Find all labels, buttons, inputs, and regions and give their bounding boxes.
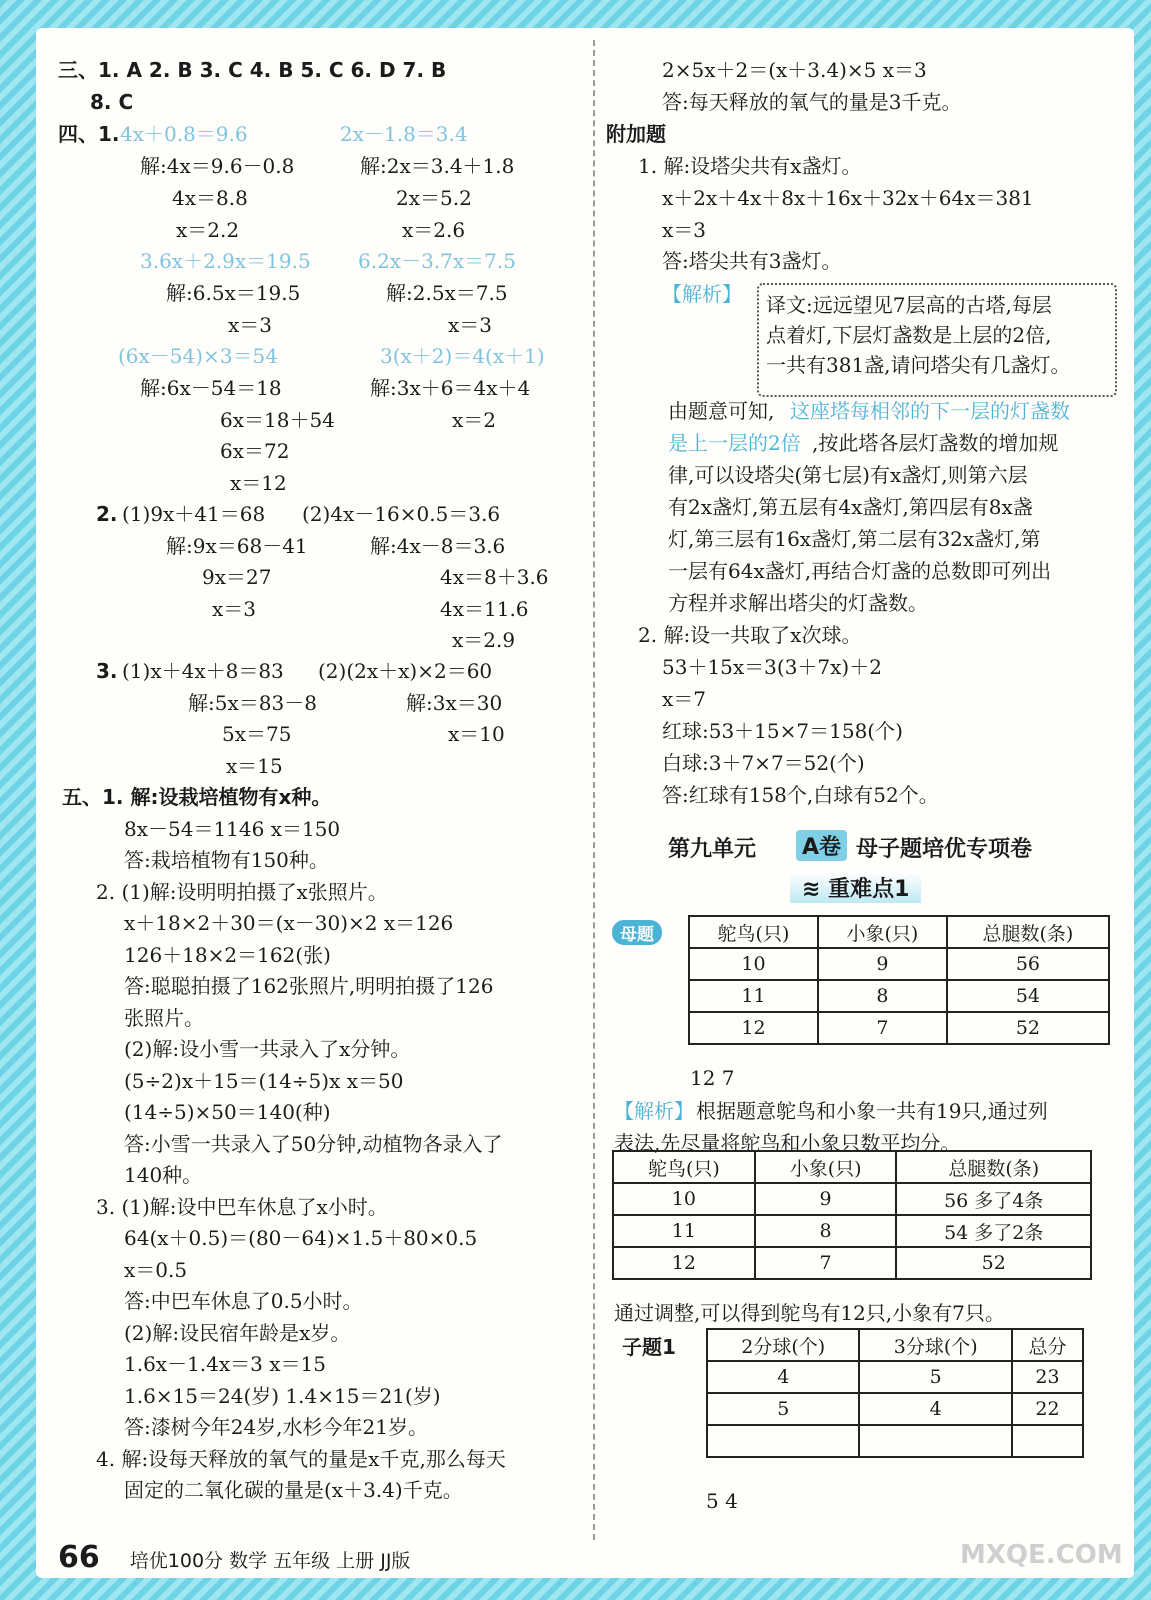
answer-line: (2)(2x＋x)×2＝60 — [318, 659, 493, 683]
footer — [58, 1540, 410, 1575]
answer-line: 2×5x＋2＝(x＋3.4)×5 x＝3 — [662, 58, 927, 82]
answer-line: (14÷5)×50＝140(种) — [124, 1100, 331, 1124]
table-cell: 56 — [947, 948, 1109, 980]
answer-line: 1.6×15＝24(岁) 1.4×15＝21(岁) — [124, 1384, 441, 1408]
answer-line: x＝2.2 — [176, 218, 240, 242]
table-header-cell: 鸵鸟(只) — [613, 1151, 755, 1183]
table-cell: 22 — [1012, 1393, 1083, 1425]
answer-line: 答:聪聪拍摄了162张照片,明明拍摄了126 — [124, 974, 494, 998]
table-cell: 54 — [947, 980, 1109, 1012]
answer-line: 140种。 — [124, 1163, 203, 1187]
answer-line: 【解析】 — [662, 282, 742, 306]
answer-line: 解:9x＝68－41 — [166, 534, 308, 558]
table-header-cell: 小象(只) — [818, 916, 947, 948]
table-cell: 56 多了4条 — [896, 1183, 1091, 1215]
table-cell: 12 — [689, 1012, 818, 1044]
answer-line: 答:小雪一共录入了50分钟,动植物各录入了 — [124, 1132, 503, 1156]
answer-line: 解:3x＝30 — [406, 691, 503, 715]
answer-line: 9x＝27 — [202, 565, 272, 589]
answer-line: 方程并求解出塔尖的灯盏数。 — [668, 591, 928, 615]
page-number: 66 — [58, 1540, 100, 1575]
answer-line: 四、1. — [58, 122, 120, 146]
answer-line: 126＋18×2＝162(张) — [124, 943, 331, 967]
answer-line: 答:中巴车休息了0.5小时。 — [124, 1289, 363, 1313]
answer-line: 附加题 — [606, 122, 666, 146]
answer-line: 这座塔每相邻的下一层的灯盏数 — [790, 399, 1070, 423]
answer-line: (6x－54)×3＝54 — [118, 344, 278, 368]
answer-line: 6x＝18＋54 — [220, 408, 335, 432]
table-cell: 7 — [755, 1247, 897, 1279]
answer-line: 1. 解:设塔尖共有x盏灯。 — [638, 154, 862, 178]
table-header-cell: 总腿数(条) — [947, 916, 1109, 948]
table-cell: 11 — [689, 980, 818, 1012]
answer-line: 红球:53＋15×7＝158(个) — [662, 719, 903, 743]
answer-line: 5 4 — [706, 1489, 738, 1513]
table-cell: 4 — [707, 1361, 859, 1393]
answer-line: 2. — [96, 502, 118, 526]
answer-line: x＝2 — [452, 408, 497, 432]
answer-line: (1)x＋4x＋8＝83 — [122, 659, 284, 683]
answer-line: x＝2.9 — [452, 628, 516, 652]
answer-line: 通过调整,可以得到鸵鸟有12只,小象有7只。 — [614, 1301, 1005, 1325]
column-divider — [593, 40, 595, 1540]
table-header-cell: 2分球(个) — [707, 1329, 859, 1361]
unit-title: 第九单元 — [668, 837, 757, 862]
table-cell: 8 — [755, 1215, 897, 1247]
unit-subtitle: 母子题培优专项卷 — [856, 837, 1033, 862]
answer-line: 3. — [96, 659, 118, 683]
answer-line: 点着灯,下层灯盏数是上层的2倍, — [766, 323, 1052, 347]
answer-line: 4x＝11.6 — [440, 597, 529, 621]
table-cell — [707, 1425, 859, 1457]
answer-line: x＋18×2＋30＝(x－30)×2 x＝126 — [124, 911, 454, 935]
table-cell: 52 — [947, 1012, 1109, 1044]
answer-line: (2)解:设小雪一共录入了x分钟。 — [124, 1037, 411, 1061]
footer-text: 培优100分 数学 五年级 上册 JJ版 — [129, 1550, 411, 1572]
table-cell: 54 多了2条 — [896, 1215, 1091, 1247]
answer-line: 1.6x－1.4x＝3 x＝15 — [124, 1352, 326, 1376]
answer-line: 解:5x＝83－8 — [188, 691, 317, 715]
answer-line: 有2x盏灯,第五层有4x盏灯,第四层有8x盏 — [668, 495, 1033, 519]
table-cell: 9 — [755, 1183, 897, 1215]
table-header-cell: 小象(只) — [755, 1151, 897, 1183]
answer-line: (5÷2)x＋15＝(14÷5)x x＝50 — [124, 1069, 404, 1093]
answer-line: 表法,先尽量将鸵鸟和小象只数平均分。 — [614, 1131, 961, 1155]
answer-line: 解:6.5x＝19.5 — [166, 281, 301, 305]
answer-line: (2)4x－16×0.5＝3.6 — [302, 502, 501, 526]
watermark: MXQE.COM — [960, 1540, 1123, 1570]
answer-line: 解:6x－54＝18 — [140, 376, 282, 400]
answer-line: 8x－54＝1146 x＝150 — [124, 817, 341, 841]
answer-line: 三、1. A 2. B 3. C 4. B 5. C 6. D 7. B — [58, 58, 447, 82]
answer-line: 答:漆树今年24岁,水杉今年21岁。 — [124, 1415, 428, 1439]
answer-line: 6.2x－3.7x＝7.5 — [358, 249, 516, 273]
answer-line: 五、1. 解:设栽培植物有x种。 — [62, 785, 332, 809]
answer-line: 3(x＋2)＝4(x＋1) — [380, 344, 545, 368]
table-cell: 10 — [613, 1183, 755, 1215]
answer-line: 答:栽培植物有150种。 — [124, 848, 329, 872]
answer-line: 8. C — [90, 90, 134, 114]
answer-line: x＝7 — [662, 687, 707, 711]
answer-line: 解:4x＝9.6－0.8 — [140, 154, 295, 178]
answer-line: 答:塔尖共有3盏灯。 — [662, 249, 842, 273]
answer-line: 解:2.5x＝7.5 — [386, 281, 508, 305]
answer-line: 12 7 — [690, 1066, 735, 1090]
answer-line: 4x＝8.8 — [172, 186, 248, 210]
table-header-cell: 总分 — [1012, 1329, 1083, 1361]
answer-line: 律,可以设塔尖(第七层)有x盏灯,则第六层 — [668, 463, 1028, 487]
answer-line: 一层有64x盏灯,再结合灯盏的总数即可列出 — [668, 559, 1052, 583]
answer-line: 64(x＋0.5)＝(80－64)×1.5＋80×0.5 — [124, 1226, 478, 1250]
answer-line: x＝0.5 — [124, 1258, 188, 1282]
answer-line: 张照片。 — [124, 1006, 204, 1030]
answer-line: 6x＝72 — [220, 439, 290, 463]
answer-line: 解:4x－8＝3.6 — [370, 534, 506, 558]
table-cell — [859, 1425, 1011, 1457]
answer-line: 3. (1)解:设中巴车休息了x小时。 — [96, 1195, 388, 1219]
answer-line: x＝3 — [448, 313, 493, 337]
answer-line: 答:每天释放的氧气的量是3千克。 — [662, 90, 962, 114]
answer-line: x＝2.6 — [402, 218, 466, 242]
answer-line: 一共有381盏,请问塔尖有几盏灯。 — [766, 353, 1071, 377]
answer-line: 5x＝75 — [222, 722, 292, 746]
answer-line: x＝10 — [448, 722, 505, 746]
answer-line: ,按此塔各层灯盏数的增加规 — [812, 431, 1059, 455]
table-cell: 10 — [689, 948, 818, 980]
table-cell: 11 — [613, 1215, 755, 1247]
answer-line: 4x＝8＋3.6 — [440, 565, 549, 589]
answer-line: 53＋15x＝3(3＋7x)＋2 — [662, 655, 882, 679]
answer-line: 固定的二氧化碳的量是(x＋3.4)千克。 — [124, 1478, 463, 1502]
table-cell: 8 — [818, 980, 947, 1012]
table-header-cell: 总腿数(条) — [896, 1151, 1091, 1183]
answer-line: 灯,第三层有16x盏灯,第二层有32x盏灯,第 — [668, 527, 1041, 551]
table-cell: 23 — [1012, 1361, 1083, 1393]
answer-line: 答:红球有158个,白球有52个。 — [662, 783, 939, 807]
answer-line: x＝12 — [230, 471, 287, 495]
answer-line: x＋2x＋4x＋8x＋16x＋32x＋64x＝381 — [662, 186, 1034, 210]
answer-line: 2. 解:设一共取了x次球。 — [638, 623, 862, 647]
answer-line: x＝3 — [662, 218, 707, 242]
table-sub1 — [706, 1328, 1084, 1458]
answer-line: 译文:远远望见7层高的古塔,每层 — [766, 293, 1052, 317]
answer-line: (2)解:设民宿年龄是x岁。 — [124, 1321, 351, 1345]
answer-line: 根据题意鸵鸟和小象一共有19只,通过列 — [696, 1099, 1048, 1123]
answer-line: 子题1 — [622, 1335, 676, 1359]
answer-line: 2x－1.8＝3.4 — [340, 122, 468, 146]
table-header-cell: 鸵鸟(只) — [689, 916, 818, 948]
answer-line: 4. 解:设每天释放的氧气的量是x千克,那么每天 — [96, 1447, 506, 1471]
answer-line: x＝3 — [212, 597, 257, 621]
answer-line: 4x＋0.8＝9.6 — [120, 122, 248, 146]
answer-line: (1)9x＋41＝68 — [122, 502, 266, 526]
table-header-cell: 3分球(个) — [859, 1329, 1011, 1361]
table-mother — [688, 915, 1110, 1045]
answer-line: 3.6x＋2.9x＝19.5 — [140, 249, 311, 273]
answer-line: 2. (1)解:设明明拍摄了x张照片。 — [96, 880, 388, 904]
table-analysis — [612, 1150, 1092, 1280]
table-cell: 7 — [818, 1012, 947, 1044]
table-cell: 9 — [818, 948, 947, 980]
answer-line: 是上一层的2倍 — [668, 431, 801, 455]
table-cell: 52 — [896, 1247, 1091, 1279]
table-cell: 4 — [859, 1393, 1011, 1425]
mother-tag: 母题 — [612, 920, 662, 945]
table-cell — [1012, 1425, 1083, 1457]
answer-line: x＝3 — [228, 313, 273, 337]
answer-line: 2x＝5.2 — [396, 186, 472, 210]
table-cell: 5 — [707, 1393, 859, 1425]
unit-badge: A卷 — [796, 830, 847, 861]
answer-line: 【解析】 — [614, 1099, 694, 1123]
table-cell: 5 — [859, 1361, 1011, 1393]
answer-line: 白球:3＋7×7＝52(个) — [662, 751, 865, 775]
answer-line: 解:3x＋6＝4x＋4 — [370, 376, 531, 400]
answer-line: 由题意可知, — [668, 399, 775, 423]
answer-line: x＝15 — [226, 754, 283, 778]
section-title: ≋ 重难点1 — [790, 872, 921, 903]
answer-line: 解:2x＝3.4＋1.8 — [360, 154, 515, 178]
table-cell: 12 — [613, 1247, 755, 1279]
